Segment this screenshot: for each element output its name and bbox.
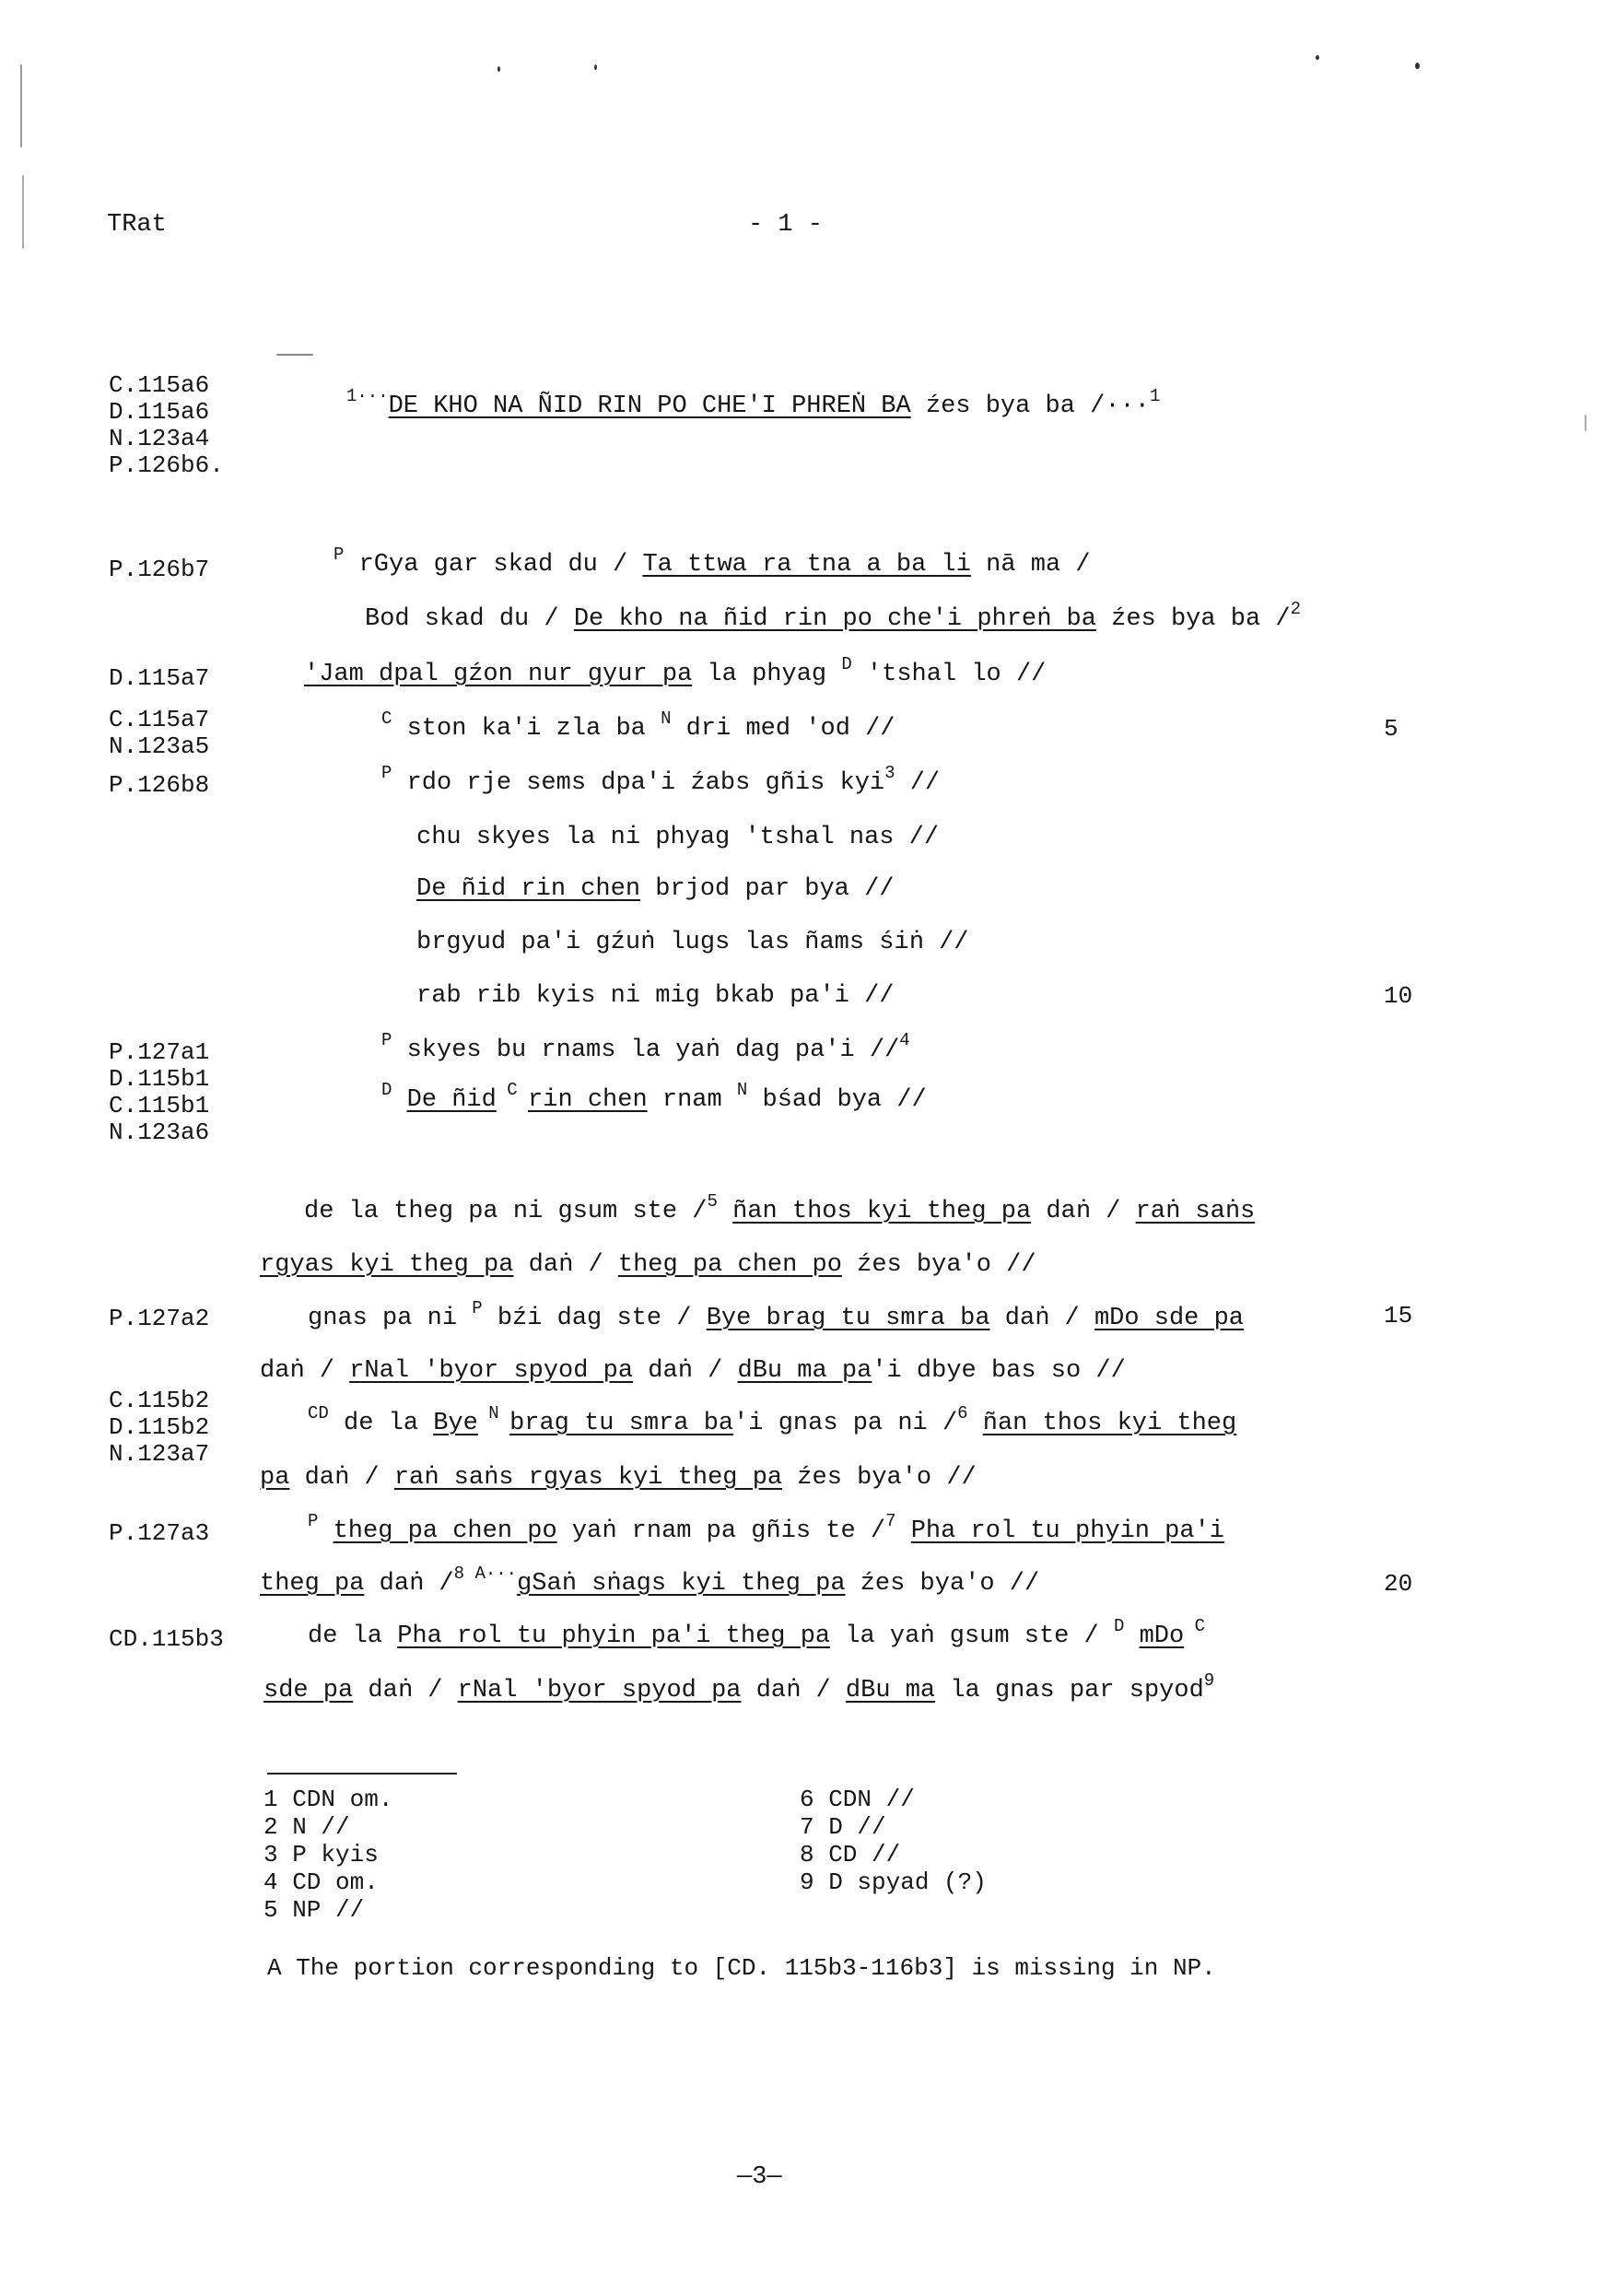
footnote-marker: 5	[707, 1191, 718, 1212]
siglum: D	[381, 1080, 392, 1100]
prose-line-4: daṅ / rNal 'byor spyod pa daṅ / dBu ma pa'i dbye bas so //	[260, 1357, 1126, 1385]
verse-line-2	[365, 599, 1301, 633]
text-underlined: raṅ saṅs	[1135, 1198, 1256, 1225]
ref-block-2	[109, 556, 209, 583]
text-underlined: theg pa	[260, 1570, 365, 1598]
ref-block-10	[109, 1626, 224, 1653]
verse-line-4	[381, 709, 895, 743]
footnote-marker: 6	[957, 1403, 968, 1423]
ref: C.115b2	[109, 1387, 210, 1414]
ref: D.115b1	[109, 1065, 210, 1093]
footnote: 2 N //	[263, 1813, 350, 1841]
page-folio: - 1 -	[748, 211, 824, 239]
text: rab rib kyis ni mig bkab pa'i //	[416, 982, 895, 1010]
ref-block-4	[109, 707, 209, 760]
footnote: 9 D spyad (?)	[800, 1868, 987, 1896]
prose-line-2: rgyas kyi theg pa daṅ / theg pa chen po źes bya'o //	[260, 1251, 1036, 1279]
line-number-5: 5	[1384, 715, 1398, 743]
text: źes bya ba /	[1095, 605, 1291, 633]
verse-line-9	[416, 982, 894, 1010]
text-underlined: De ñid	[406, 1086, 497, 1114]
text: la phyag	[692, 661, 842, 688]
title-tail: źes bya ba /···	[910, 392, 1150, 420]
text-underlined: Ta ttwa ra tna a ba li	[642, 551, 971, 579]
footnote: 3 P kyis	[263, 1841, 379, 1868]
scan-speck	[276, 354, 313, 356]
siglum: P	[472, 1298, 483, 1318]
text: rGya gar skad du /	[344, 551, 643, 579]
text-underlined: Bye	[433, 1410, 478, 1437]
text-underlined: raṅ saṅs rgyas kyi theg pa	[393, 1464, 783, 1492]
siglum: P	[334, 545, 345, 565]
scan-speck	[20, 64, 22, 147]
text-underlined: gSaṅ sṅags kyi theg pa	[517, 1570, 846, 1598]
ref: P.127a2	[109, 1305, 210, 1332]
text: ston ka'i zla ba	[392, 715, 661, 743]
siglum: N	[661, 709, 672, 729]
text-underlined: rNal 'byor spyod pa	[349, 1357, 634, 1385]
text: bśad bya //	[747, 1086, 927, 1114]
prose-line-9: de la Pha rol tu phyin pa'i theg pa la yaṅ gsum ste / $^D$ mDo $^C$	[308, 1616, 1205, 1650]
ref: C.115a6	[109, 371, 210, 399]
ref: N.123a6	[109, 1119, 210, 1146]
scan-speck	[497, 66, 500, 72]
ref: CD.115b3	[109, 1625, 224, 1653]
ref: P.127a3	[109, 1519, 210, 1547]
siglum: D	[841, 654, 852, 674]
siglum: N	[736, 1080, 748, 1100]
page-number: —3—	[737, 2163, 782, 2191]
siglum: C	[496, 1080, 529, 1100]
text-title	[346, 386, 1161, 420]
ref-block-7	[109, 1306, 209, 1332]
ref: P.126b6.	[109, 451, 224, 479]
ref: D.115a6	[109, 398, 210, 426]
scan-speck	[1316, 55, 1319, 60]
siglum: P	[308, 1511, 319, 1531]
text-underlined: dBu ma	[845, 1677, 936, 1704]
text-underlined: De ñid rin chen	[416, 875, 641, 903]
prose-line-10: sde pa daṅ / rNal 'byor spyod pa daṅ / dBu ma la gnas par spyod$^9$	[263, 1670, 1215, 1704]
footnote-marker: 8	[453, 1564, 465, 1584]
prose-line-6: pa daṅ / raṅ saṅs rgyas kyi theg pa źes bya'o //	[260, 1464, 977, 1492]
verse-line-11	[381, 1080, 927, 1114]
text: nā ma /	[970, 551, 1091, 579]
ref: C.115b1	[109, 1092, 210, 1119]
text-underlined: ñan thos kyi theg	[982, 1410, 1237, 1437]
text-underlined: ñan thos kyi theg pa	[732, 1198, 1032, 1225]
ref: D.115a7	[109, 664, 210, 692]
text-underlined: pa	[260, 1464, 290, 1492]
footnote: 5 NP //	[263, 1896, 365, 1924]
prose-line-1: de la theg pa ni gsum ste /$^5$ ñan thos kyi theg pa daṅ / raṅ saṅs	[304, 1191, 1256, 1225]
text-underlined: rin chen	[528, 1086, 648, 1114]
scan-speck	[1415, 63, 1420, 69]
footnote-divider	[267, 1773, 457, 1775]
scan-speck	[22, 175, 24, 249]
siglum: C	[1184, 1616, 1205, 1636]
ref: N.123a7	[109, 1440, 210, 1468]
verse-line-1	[334, 545, 1091, 579]
text-underlined: sde pa	[263, 1677, 354, 1704]
note-a: A The portion corresponding to [CD. 115b3-116b3] is missing in NP.	[267, 1954, 1216, 1982]
text-underlined: Pha rol tu phyin pa'i	[910, 1517, 1224, 1545]
verse-line-7	[416, 875, 895, 903]
ref: C.115a7	[109, 706, 210, 733]
footnote-marker: 9	[1203, 1670, 1215, 1691]
footnote-marker: 7	[885, 1511, 896, 1531]
ref-block-3	[109, 665, 209, 692]
verse-line-8	[416, 929, 969, 956]
siglum: P	[381, 763, 392, 783]
prose-line-5: $^{CD}$ de la Bye $^N$ brag tu smra ba'i gnas pa ni /$^6$ ñan thos kyi theg	[308, 1403, 1237, 1437]
siglum: N	[477, 1403, 510, 1423]
text: rnam	[647, 1086, 737, 1114]
prose-line-3: gnas pa ni $^P$ bźi dag ste / Bye brag tu smra ba daṅ / mDo sde pa	[308, 1298, 1244, 1332]
ref: N.123a5	[109, 732, 210, 760]
prose-line-8: theg pa daṅ /$^8$ $^{A\cdot\cdot\cdot}$gSaṅ sṅags kyi theg pa źes bya'o //	[260, 1564, 1040, 1598]
verse-line-10	[381, 1030, 910, 1064]
ref-block-5	[109, 772, 209, 799]
scan-speck	[594, 64, 597, 70]
text: brgyud pa'i gźuṅ lugs las ñams śiṅ //	[416, 929, 969, 956]
prose-line-7: $^P$ theg pa chen po yaṅ rnam pa gñis te /$^7$ Pha rol tu phyin pa'i	[308, 1511, 1224, 1545]
siglum: C	[381, 709, 392, 729]
footnote-marker: 1···	[346, 386, 389, 406]
siglum: D	[1113, 1616, 1125, 1636]
running-header: TRat	[107, 211, 167, 239]
ref: P.126b8	[109, 771, 210, 799]
text-underlined: De kho na ñid rin po che'i phreṅ ba	[573, 605, 1096, 633]
ref-block-6	[109, 1039, 209, 1146]
text-underlined: mDo sde pa	[1094, 1305, 1244, 1332]
text-underlined: dBu ma pa	[737, 1357, 872, 1385]
ref: D.115b2	[109, 1413, 210, 1441]
line-number-10: 10	[1384, 982, 1413, 1010]
line-number-15: 15	[1384, 1302, 1413, 1330]
line-number-20: 20	[1384, 1570, 1413, 1598]
text: skyes bu rnams la yaṅ dag pa'i //	[392, 1037, 900, 1064]
text: chu skyes la ni phyag 'tshal nas //	[416, 824, 940, 851]
text-underlined: rgyas kyi theg pa	[260, 1251, 514, 1279]
footnotes-right	[800, 1786, 987, 1896]
siglum: CD	[308, 1403, 329, 1423]
ref-block-8	[109, 1388, 209, 1468]
footnote-marker: 1	[1149, 386, 1161, 406]
text: 'tshal lo //	[851, 661, 1047, 688]
text-underlined: mDo	[1139, 1622, 1185, 1650]
text-underlined: 'Jam dpal gźon nur gyur pa	[304, 661, 693, 688]
footnote-marker: 3	[884, 763, 895, 783]
text: dri med 'od //	[671, 715, 895, 743]
ref: N.123a4	[109, 425, 210, 452]
verse-line-3	[304, 654, 1047, 688]
text: //	[895, 769, 941, 797]
note-marker: A···	[464, 1564, 518, 1584]
footnote: 6 CDN //	[800, 1786, 915, 1813]
ref-block-1	[109, 372, 224, 479]
text-underlined: rNal 'byor spyod pa	[457, 1677, 742, 1704]
title-underlined: DE KHO NA ÑID RIN PO CHE'I PHREṄ BA	[388, 392, 911, 420]
footnote-marker: 4	[899, 1030, 910, 1050]
ref-block-9	[109, 1520, 209, 1547]
siglum: P	[381, 1030, 392, 1050]
footnotes-left	[263, 1786, 392, 1924]
text-underlined: theg pa chen po	[333, 1517, 557, 1545]
text-underlined: theg pa chen po	[617, 1251, 842, 1279]
scan-speck	[1585, 415, 1586, 431]
text-underlined: Pha rol tu phyin pa'i theg pa	[397, 1622, 831, 1650]
verse-line-5	[381, 763, 941, 797]
text: brjod par bya //	[640, 875, 895, 903]
text-underlined: Bye brag tu smra ba	[706, 1305, 990, 1332]
footnote: 7 D //	[800, 1813, 886, 1841]
text: Bod skad du /	[365, 605, 574, 633]
ref: P.127a1	[109, 1038, 210, 1066]
text: rdo rje sems dpa'i źabs gñis kyi	[392, 769, 885, 797]
footnote: 8 CD //	[800, 1841, 901, 1868]
footnote-marker: 2	[1290, 599, 1301, 619]
footnote: 4 CD om.	[263, 1868, 379, 1896]
ref: P.126b7	[109, 556, 210, 583]
footnote: 1 CDN om.	[263, 1786, 393, 1813]
text-underlined: brag tu smra ba	[509, 1410, 734, 1437]
verse-line-6	[416, 824, 939, 851]
